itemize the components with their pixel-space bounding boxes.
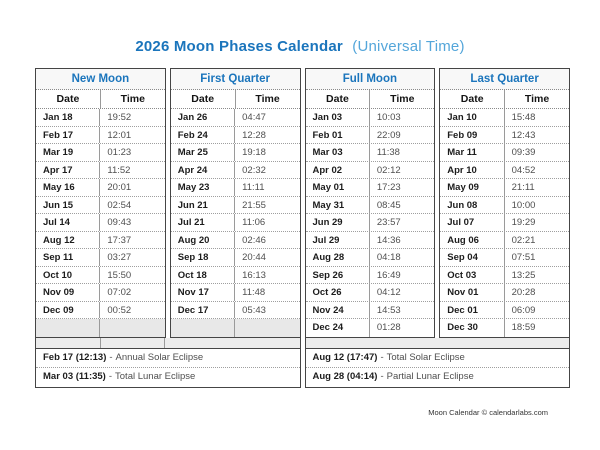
date-cell: Sep 04: [440, 249, 504, 266]
date-cell: Oct 26: [306, 284, 370, 301]
date-cell: May 09: [440, 179, 504, 196]
eclipse-block-right: [305, 349, 571, 388]
date-cell: Nov 24: [306, 302, 370, 319]
date-cell: Apr 02: [306, 162, 370, 179]
date-cell: Dec 17: [171, 302, 235, 319]
moon-phase-row: [36, 284, 165, 302]
eclipse-label: Total Lunar Eclipse: [115, 370, 196, 382]
time-cell: 02:32: [242, 164, 266, 176]
eclipse-separator: -: [380, 370, 384, 382]
moon-phase-row: [440, 232, 569, 250]
time-cell: 12:43: [511, 129, 536, 141]
eclipse-date: Aug 28 (04:14): [312, 370, 378, 382]
moon-phase-row: [440, 302, 569, 320]
moon-phase-row: [171, 162, 300, 180]
date-cell: Apr 24: [171, 162, 235, 179]
moon-phase-row: [306, 162, 435, 180]
moon-phase-row: [171, 267, 300, 285]
time-cell: 02:21: [511, 234, 536, 246]
date-cell: May 31: [306, 197, 370, 214]
moon-phase-row: [36, 162, 165, 180]
time-cell: 13:25: [511, 269, 536, 281]
date-cell: [36, 319, 100, 337]
date-cell: May 16: [36, 179, 100, 196]
moon-phase-row: [36, 179, 165, 197]
time-cell: 11:06: [242, 217, 266, 228]
moon-phase-row: [36, 319, 165, 337]
time-cell: 15:50: [107, 269, 132, 281]
moon-phase-row: [306, 267, 435, 285]
section-full-moon: [305, 68, 436, 338]
time-cell: 11:11: [242, 182, 265, 193]
date-cell: Dec 30: [440, 319, 504, 337]
date-cell: Mar 11: [440, 144, 504, 161]
moon-phase-row: [440, 179, 569, 197]
date-cell: Aug 28: [306, 249, 370, 266]
section-rows-first-quarter: [171, 109, 300, 337]
moon-phase-row: [36, 127, 165, 145]
time-cell: 19:18: [242, 147, 266, 158]
moon-phase-row: [36, 109, 165, 127]
date-cell: Jan 26: [171, 109, 235, 126]
date-cell: Oct 10: [36, 267, 100, 284]
date-column-header: Date: [36, 90, 101, 108]
section-rows-last-quarter: [440, 109, 569, 337]
date-cell: Sep 11: [36, 249, 100, 266]
eclipse-separator: -: [380, 351, 384, 363]
date-cell: Nov 17: [171, 284, 235, 301]
spacer-cell: [36, 338, 101, 348]
date-cell: Mar 25: [171, 144, 235, 161]
column-headers: [36, 90, 165, 109]
time-cell: 04:12: [376, 287, 401, 298]
time-cell: 05:43: [242, 304, 266, 316]
date-cell: Aug 12: [36, 232, 100, 249]
date-column-header: Date: [440, 90, 505, 108]
moon-phase-row: [171, 144, 300, 162]
phase-sections: [35, 68, 570, 338]
eclipse-label: Total Solar Eclipse: [386, 351, 465, 363]
time-column-header: Time: [390, 93, 415, 105]
column-headers: [171, 90, 300, 109]
page-title-main: 2026 Moon Phases Calendar: [135, 38, 343, 55]
time-cell: 02:54: [107, 199, 132, 211]
time-cell: 04:52: [511, 164, 536, 176]
date-cell: Feb 24: [171, 127, 235, 144]
time-cell: 09:43: [107, 217, 132, 228]
date-cell: Apr 10: [440, 162, 504, 179]
time-cell: 08:45: [376, 199, 401, 211]
date-cell: Jun 15: [36, 197, 100, 214]
time-cell: 09:39: [511, 147, 536, 158]
time-cell: 06:09: [511, 304, 536, 316]
column-headers: [440, 90, 569, 109]
moon-phase-row: [36, 214, 165, 232]
date-cell: Nov 01: [440, 284, 504, 301]
section-header-new-moon: New Moon: [36, 69, 165, 90]
moon-phase-row: [306, 144, 435, 162]
time-cell: 12:01: [107, 129, 132, 141]
section-new-moon: [35, 68, 166, 338]
moon-phase-row: [36, 144, 165, 162]
moon-phase-row: [306, 249, 435, 267]
date-cell: Feb 17: [36, 127, 100, 144]
moon-phase-row: [36, 249, 165, 267]
time-cell: 22:09: [376, 129, 401, 141]
moon-phase-row: [171, 109, 300, 127]
footer-credit: Moon Calendar © calendarlabs.com: [428, 408, 548, 417]
time-cell: 11:38: [376, 147, 400, 158]
time-cell: 18:59: [511, 322, 536, 333]
eclipse-row: [306, 368, 570, 387]
date-cell: Jan 10: [440, 109, 504, 126]
moon-phase-row: [36, 232, 165, 250]
eclipse-date: Feb 17 (12:13): [43, 351, 107, 363]
time-cell: 14:53: [376, 304, 401, 316]
moon-phase-row: [171, 232, 300, 250]
eclipse-separator: -: [109, 351, 113, 363]
date-cell: Oct 03: [440, 267, 504, 284]
section-header-last-quarter: Last Quarter: [440, 69, 569, 90]
time-cell: 20:44: [242, 252, 266, 263]
section-last-quarter: [439, 68, 570, 338]
date-cell: Jul 29: [306, 232, 370, 249]
date-cell: Oct 18: [171, 267, 235, 284]
moon-phase-row: [440, 214, 569, 232]
time-cell: 01:28: [376, 322, 401, 333]
time-cell: 14:36: [376, 234, 401, 246]
time-cell: 01:23: [107, 147, 132, 158]
time-column-header: Time: [524, 93, 550, 105]
moon-phase-row: [171, 197, 300, 215]
eclipse-separator: -: [108, 370, 113, 382]
section-rows-full-moon: [306, 109, 435, 337]
date-column-header: Date: [171, 90, 236, 108]
moon-phase-row: [306, 109, 435, 127]
spacer-cell: [165, 338, 299, 348]
date-cell: Jan 18: [36, 109, 100, 126]
time-cell: 11:48: [242, 287, 266, 298]
moon-phase-row: [306, 284, 435, 302]
page-title-suffix: (Universal Time): [352, 38, 465, 55]
moon-phase-row: [440, 109, 569, 127]
page-title: [0, 38, 600, 55]
time-cell: 23:57: [376, 217, 401, 228]
time-cell: 20:28: [511, 287, 536, 298]
date-cell: Jul 21: [171, 214, 235, 231]
time-cell: 16:49: [376, 269, 401, 281]
moon-phase-row: [36, 302, 165, 320]
spacer-row-left: [35, 338, 301, 349]
date-cell: Aug 06: [440, 232, 504, 249]
moon-phases-table: [35, 68, 570, 388]
moon-phase-row: [440, 284, 569, 302]
moon-phase-row: [440, 162, 569, 180]
date-cell: [171, 319, 235, 337]
time-cell: 11:52: [107, 164, 131, 176]
moon-phase-row: [440, 249, 569, 267]
moon-phase-row: [36, 197, 165, 215]
eclipse-date: Mar 03 (11:35): [43, 370, 106, 382]
time-cell: 19:29: [511, 217, 536, 228]
moon-phase-row: [171, 127, 300, 145]
spacer-cell: [101, 338, 166, 348]
time-cell: 12:28: [242, 129, 266, 141]
time-cell: 03:27: [107, 252, 132, 263]
time-cell: 02:46: [242, 234, 266, 246]
section-first-quarter: [170, 68, 301, 338]
time-cell: 15:48: [511, 112, 536, 123]
eclipse-block-left: [35, 349, 301, 388]
time-cell: 16:13: [242, 269, 266, 281]
date-cell: May 23: [171, 179, 235, 196]
moon-phase-row: [306, 179, 435, 197]
moon-phase-row: [171, 284, 300, 302]
moon-phase-row: [306, 232, 435, 250]
time-cell: 07:51: [511, 252, 536, 263]
date-cell: Nov 09: [36, 284, 100, 301]
date-cell: Jun 21: [171, 197, 235, 214]
time-column-header: Time: [255, 93, 280, 105]
moon-phase-row: [171, 214, 300, 232]
date-column-header: Date: [306, 90, 371, 108]
time-cell: 07:02: [107, 287, 132, 298]
time-cell: 21:11: [511, 182, 535, 193]
time-cell: [235, 319, 299, 337]
date-cell: Mar 03: [306, 144, 370, 161]
date-cell: Jul 14: [36, 214, 100, 231]
moon-phase-row: [440, 319, 569, 337]
moon-phase-row: [36, 267, 165, 285]
moon-phase-row: [306, 214, 435, 232]
time-cell: 17:37: [107, 234, 132, 246]
time-cell: 02:12: [376, 164, 401, 176]
time-cell: 19:52: [107, 112, 132, 123]
moon-phase-row: [171, 302, 300, 320]
eclipse-row: [306, 349, 570, 368]
date-cell: Feb 09: [440, 127, 504, 144]
moon-phase-row: [171, 179, 300, 197]
moon-phase-row: [440, 197, 569, 215]
section-header-full-moon: Full Moon: [306, 69, 435, 90]
date-cell: Dec 09: [36, 302, 100, 319]
time-cell: 17:23: [376, 182, 401, 193]
time-cell: [100, 319, 164, 337]
eclipse-label: Partial Lunar Eclipse: [386, 370, 474, 382]
moon-phase-row: [440, 267, 569, 285]
date-cell: Jun 29: [306, 214, 370, 231]
column-headers: [306, 90, 435, 109]
date-cell: Jan 03: [306, 109, 370, 126]
date-cell: Mar 19: [36, 144, 100, 161]
eclipse-label: Annual Solar Eclipse: [115, 351, 204, 363]
time-cell: 10:03: [376, 112, 401, 123]
date-cell: Feb 01: [306, 127, 370, 144]
eclipse-date: Aug 12 (17:47): [312, 351, 378, 363]
spacer-row: [35, 338, 570, 349]
moon-phase-row: [306, 319, 435, 337]
date-cell: Sep 18: [171, 249, 235, 266]
time-cell: 04:47: [242, 112, 266, 123]
section-rows-new-moon: [36, 109, 165, 337]
date-cell: Aug 20: [171, 232, 235, 249]
date-cell: Dec 01: [440, 302, 504, 319]
time-column-header: Time: [120, 93, 145, 105]
eclipse-section: [35, 349, 570, 388]
date-cell: Apr 17: [36, 162, 100, 179]
date-cell: Dec 24: [306, 319, 370, 337]
date-cell: Sep 26: [306, 267, 370, 284]
moon-phase-row: [171, 319, 300, 337]
moon-phase-row: [440, 127, 569, 145]
time-cell: 00:52: [107, 304, 132, 316]
moon-phase-row: [306, 197, 435, 215]
eclipse-row: [36, 368, 300, 387]
date-cell: Jul 07: [440, 214, 504, 231]
eclipse-row: [36, 349, 300, 368]
moon-phase-row: [440, 144, 569, 162]
time-cell: 04:18: [376, 252, 401, 263]
section-header-first-quarter: First Quarter: [171, 69, 300, 90]
time-cell: 10:00: [511, 199, 536, 211]
moon-phase-row: [306, 302, 435, 320]
date-cell: May 01: [306, 179, 370, 196]
time-cell: 21:55: [242, 199, 266, 211]
date-cell: Jun 08: [440, 197, 504, 214]
time-cell: 20:01: [107, 182, 132, 193]
moon-phase-row: [306, 127, 435, 145]
spacer-row-right: [305, 338, 571, 349]
moon-phase-row: [171, 249, 300, 267]
